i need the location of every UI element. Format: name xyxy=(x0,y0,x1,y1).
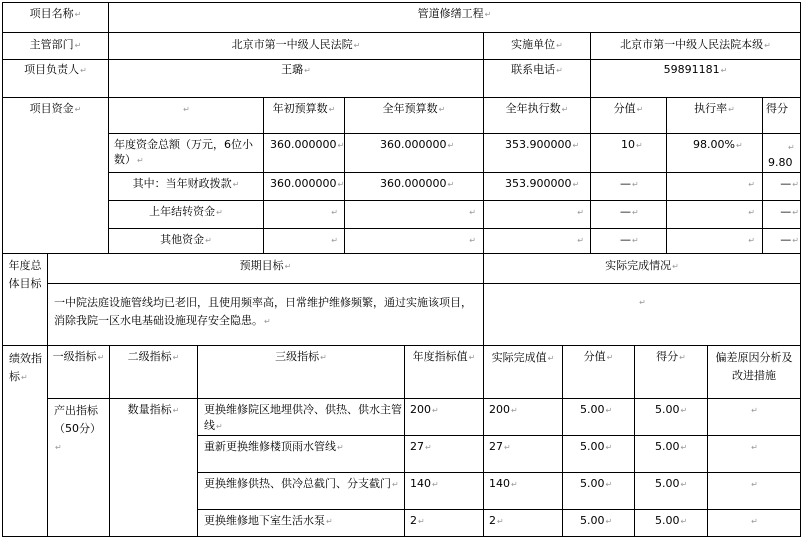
grid-line xyxy=(2,2,3,537)
perf-row-3-score-value: 5.00↵ xyxy=(580,477,613,490)
grid-line xyxy=(47,283,801,284)
funds-carryover-score: —↵ xyxy=(780,205,799,218)
funds-header-score-value: 分值↵ xyxy=(613,102,644,115)
impl-value: 北京市第一中级人民法院本级↵ xyxy=(620,38,771,51)
perf-row-1-deviation: ↵ xyxy=(751,406,758,415)
perf-row-4-score-value: 5.00↵ xyxy=(580,514,613,527)
perf-header-score: 得分↵ xyxy=(656,350,686,363)
perf-label: 绩效指标↵ xyxy=(9,352,42,383)
funds-total-score: 9.80 xyxy=(768,156,793,169)
perf-row-1-score: 5.00↵ xyxy=(655,403,688,416)
funds-other-executed: ↵ xyxy=(577,236,584,245)
perf-row-3-actual: 140↵ xyxy=(489,477,518,490)
funds-header-budget-start: 年初预算数↵ xyxy=(272,102,336,115)
grid-line xyxy=(197,472,801,473)
funds-fiscal-budget-start: 360.000000↵ xyxy=(270,177,345,190)
perf-header-actual: 实际完成值↵ xyxy=(491,351,555,364)
goals-expected-header: 预期目标↵ xyxy=(239,259,292,272)
grid-line xyxy=(47,253,48,537)
funds-fiscal-label: 其中：当年财政拨款↵ xyxy=(132,177,240,190)
funds-header-exec-rate: 执行率↵ xyxy=(694,102,735,115)
grid-line xyxy=(108,228,801,229)
perf-row-2-score: 5.00↵ xyxy=(655,440,688,453)
phone-value: 59891181↵ xyxy=(663,63,728,76)
funds-total-budget-year: 360.000000↵ xyxy=(380,138,455,151)
perf-row-2-name: 重新更换维修楼顶雨水管线↵ xyxy=(204,440,344,453)
owner-label: 项目负责人↵ xyxy=(24,63,87,76)
perf-row-3-score: 5.00↵ xyxy=(655,477,688,490)
grid-line xyxy=(197,509,801,510)
grid-line xyxy=(108,133,801,134)
perf-row-1-name: 更换维修院区地埋供冷、供热、供水主管线↵ xyxy=(204,403,402,432)
grid-line xyxy=(263,97,264,254)
project-name-label: 项目名称↵ xyxy=(29,7,82,20)
goals-expected-text: 一中院法庭设施管线均已老旧，且使用频率高，日常维护维修频繁，通过实施该项目，消除我院一区水电基础设施现存安全隐患。↵ xyxy=(54,296,472,327)
funds-total-label: 年度资金总额（万元，6位小数）↵ xyxy=(114,138,253,166)
funds-fiscal-exec-rate: ↵ xyxy=(748,180,755,189)
grid-line xyxy=(2,32,801,33)
perf-row-3-target: 140↵ xyxy=(410,477,439,490)
perf-row-1-actual: 200↵ xyxy=(489,403,518,416)
funds-fiscal-score-value: —↵ xyxy=(620,177,639,190)
funds-header-executed: 全年执行数↵ xyxy=(505,102,569,115)
perf-header-score-value: 分值↵ xyxy=(583,350,614,363)
funds-carryover-budget-year: ↵ xyxy=(469,208,476,217)
grid-line xyxy=(404,345,405,537)
grid-line xyxy=(108,200,801,201)
funds-total-executed: 353.900000↵ xyxy=(505,138,580,151)
funds-other-budget-start: ↵ xyxy=(331,236,338,245)
grid-line xyxy=(2,97,801,98)
perf-level1: 产出指标（50分）↵ xyxy=(54,404,101,452)
dept-value: 北京市第一中级人民法院↵ xyxy=(231,38,361,51)
funds-carryover-exec-rate: ↵ xyxy=(748,208,755,217)
grid-line xyxy=(590,97,591,254)
perf-header-level1: 一级指标↵ xyxy=(52,350,105,363)
grid-line xyxy=(109,345,110,537)
grid-line xyxy=(344,97,345,254)
impl-label: 实施单位↵ xyxy=(511,38,563,51)
owner-value: 王璐↵ xyxy=(281,63,311,76)
phone-label: 联系电话↵ xyxy=(511,63,563,76)
goals-actual-text: ↵ xyxy=(639,298,646,307)
grid-line xyxy=(800,2,801,537)
goals-label: 年度总体目标 xyxy=(8,259,42,290)
funds-header-blank: ↵ xyxy=(183,105,190,114)
grid-line xyxy=(2,2,801,3)
goals-actual-header: 实际完成情况↵ xyxy=(605,259,679,272)
perf-row-3-name: 更换维修供热、供冷总截门、分支截门↵ xyxy=(204,477,399,490)
funds-header-budget-year: 全年预算数↵ xyxy=(382,102,446,115)
perf-header-target: 年度指标值↵ xyxy=(412,350,476,363)
grid-line xyxy=(634,345,635,537)
perf-row-2-score-value: 5.00↵ xyxy=(580,440,613,453)
perf-row-2-actual: 27↵ xyxy=(489,440,511,453)
grid-line xyxy=(197,435,801,436)
perf-row-4-name: 更换维修地下室生活水泵↵ xyxy=(204,514,333,527)
funds-fiscal-score: —↵ xyxy=(780,177,799,190)
dept-label: 主管部门↵ xyxy=(29,38,82,51)
funds-other-score-value: —↵ xyxy=(620,233,639,246)
grid-line xyxy=(197,345,198,537)
funds-label: 项目资金↵ xyxy=(29,102,82,115)
funds-total-exec-rate: 98.00%↵ xyxy=(693,138,743,151)
funds-total-budget-start: 360.000000↵ xyxy=(270,138,345,151)
perf-header-deviation: 偏差原因分析及改进措施 xyxy=(715,351,793,382)
funds-carryover-score-value: —↵ xyxy=(620,205,639,218)
perf-row-4-actual: 2↵ xyxy=(489,514,504,527)
funds-total-mark: ↵ xyxy=(788,143,795,152)
funds-other-exec-rate: ↵ xyxy=(748,236,755,245)
funds-carryover-budget-start: ↵ xyxy=(331,208,338,217)
grid-line xyxy=(47,398,801,399)
funds-other-score: —↵ xyxy=(780,233,799,246)
perf-row-4-score: 5.00↵ xyxy=(655,514,688,527)
perf-row-4-deviation: ↵ xyxy=(751,517,758,526)
perf-row-4-target: 2↵ xyxy=(410,514,425,527)
perf-row-2-deviation: ↵ xyxy=(751,443,758,452)
grid-line xyxy=(2,345,801,346)
funds-other-label: 其他资金↵ xyxy=(160,233,212,246)
funds-other-budget-year: ↵ xyxy=(469,236,476,245)
funds-total-score-value: 10↵ xyxy=(621,138,643,151)
perf-row-3-deviation: ↵ xyxy=(751,480,758,489)
perf-header-level3: 三级指标↵ xyxy=(275,350,327,363)
perf-header-level2: 二级指标↵ xyxy=(127,350,180,363)
funds-carryover-label: 上年结转资金↵ xyxy=(149,205,223,218)
perf-row-1-target: 200↵ xyxy=(410,403,439,416)
funds-header-score: 得分 xyxy=(766,102,788,115)
grid-line xyxy=(108,172,801,173)
grid-line xyxy=(562,345,563,537)
perf-row-2-target: 27↵ xyxy=(410,440,432,453)
perf-row-1-score-value: 5.00↵ xyxy=(580,403,613,416)
grid-line xyxy=(2,536,801,537)
grid-line xyxy=(2,253,801,254)
funds-carryover-executed: ↵ xyxy=(577,208,584,217)
funds-fiscal-executed: 353.900000↵ xyxy=(505,177,580,190)
perf-level2: 数量指标↵ xyxy=(127,403,180,416)
grid-line xyxy=(2,59,801,60)
project-name-value: 管道修缮工程↵ xyxy=(417,7,492,20)
funds-fiscal-budget-year: 360.000000↵ xyxy=(380,177,455,190)
